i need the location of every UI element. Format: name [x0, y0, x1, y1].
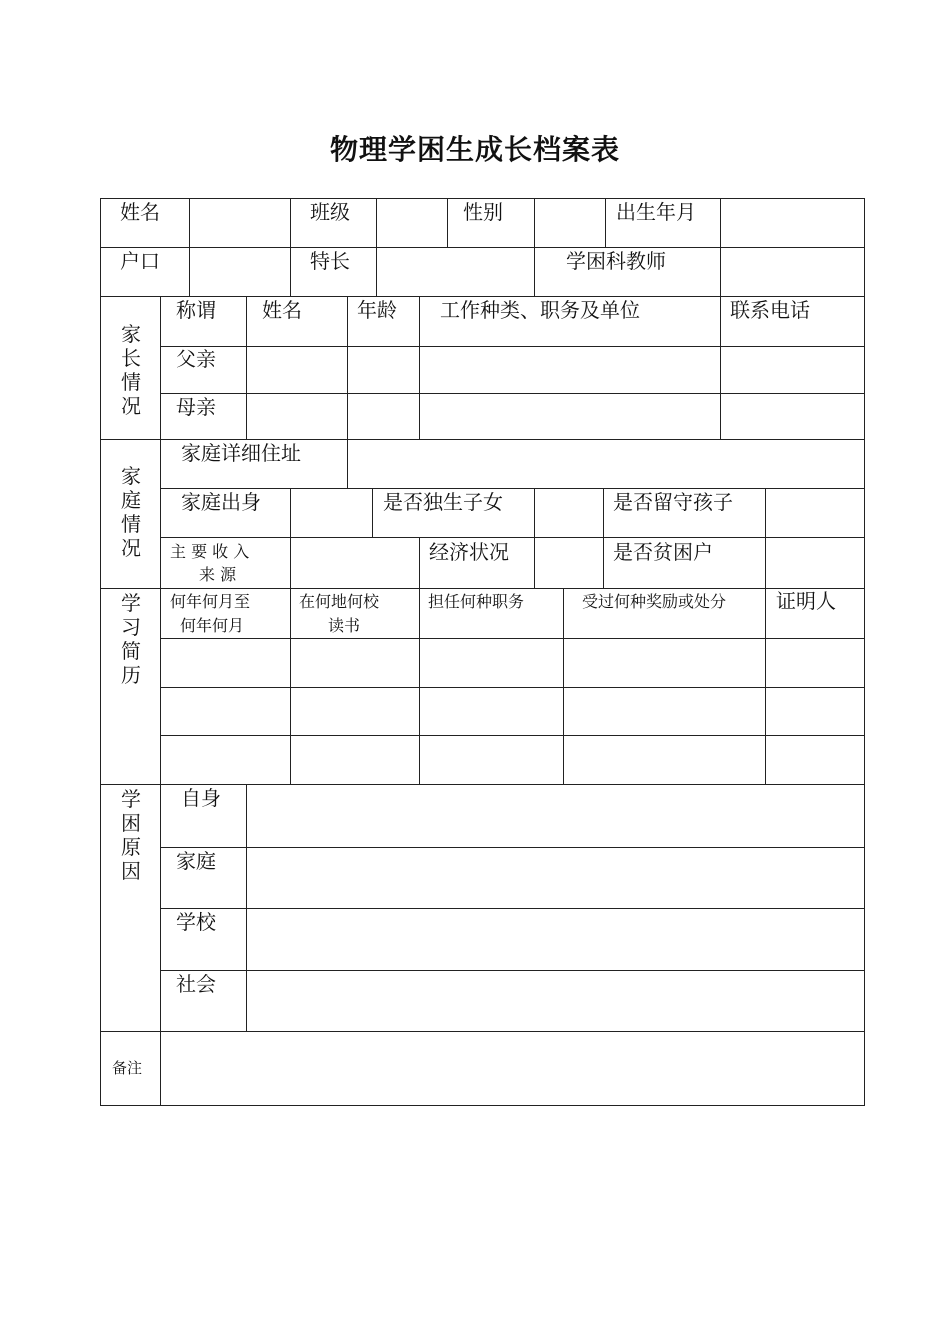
family-address-field[interactable]: [348, 440, 864, 488]
label-class: 班级: [310, 200, 350, 224]
section-reasons: 学困原因: [121, 787, 141, 883]
section-family: 家庭情况: [121, 464, 141, 560]
section-parents: 家长情况: [121, 322, 141, 418]
poor-household-label: 是否贫困户: [613, 540, 713, 564]
left-behind-label: 是否留守孩子: [613, 490, 733, 514]
label-birth: 出生年月: [616, 200, 696, 224]
study-header-position: 担任何种职务: [428, 592, 525, 611]
teacher-field[interactable]: [721, 248, 864, 296]
reason-school: 学校: [176, 910, 216, 934]
only-child-label: 是否独生子女: [383, 490, 503, 514]
parents-header-phone: 联系电话: [730, 298, 810, 322]
parents-row-mother: 母亲: [176, 395, 216, 419]
label-hukou: 户口: [120, 249, 160, 273]
family-origin-label: 家庭出身: [181, 490, 261, 514]
reason-school-field[interactable]: [247, 909, 864, 970]
remarks-label: 备注: [112, 1059, 143, 1077]
parents-header-relation: 称谓: [176, 298, 216, 322]
study-header-period-line1: 何年何月至: [170, 592, 251, 611]
label-gender: 性别: [463, 200, 503, 224]
specialty-field[interactable]: [377, 248, 534, 296]
economy-label: 经济状况: [429, 540, 509, 564]
reason-society: 社会: [176, 972, 216, 996]
parents-header-age: 年龄: [357, 298, 397, 322]
gender-field[interactable]: [535, 199, 605, 247]
reason-self-field[interactable]: [247, 785, 864, 847]
study-header-school-line2: 读书: [328, 616, 361, 635]
parents-header-name: 姓名: [262, 298, 302, 322]
family-address-label: 家庭详细住址: [181, 441, 301, 465]
name-field[interactable]: [190, 199, 290, 247]
reason-self: 自身: [181, 786, 221, 810]
label-name: 姓名: [120, 200, 160, 224]
reason-family-field[interactable]: [247, 848, 864, 908]
income-label-line1: 主 要 收 入: [170, 542, 250, 561]
parents-row-father: 父亲: [176, 347, 216, 371]
class-field[interactable]: [377, 199, 447, 247]
parents-header-work: 工作种类、职务及单位: [440, 298, 640, 322]
label-specialty: 特长: [310, 249, 350, 273]
reason-society-field[interactable]: [247, 971, 864, 1031]
hukou-field[interactable]: [190, 248, 290, 296]
study-header-school-line1: 在何地何校: [299, 592, 380, 611]
income-label-line2: 来 源: [199, 565, 237, 584]
study-header-witness: 证明人: [776, 589, 836, 613]
page-title: 物理学困生成长档案表: [329, 133, 620, 166]
section-study: 学习简历: [121, 591, 141, 687]
reason-family: 家庭: [176, 849, 216, 873]
remarks-field[interactable]: [161, 1032, 864, 1105]
label-teacher: 学困科教师: [566, 249, 666, 273]
birth-field[interactable]: [721, 199, 864, 247]
study-header-awards: 受过何种奖励或处分: [582, 592, 727, 611]
study-header-period-line2: 何年何月: [180, 616, 245, 635]
